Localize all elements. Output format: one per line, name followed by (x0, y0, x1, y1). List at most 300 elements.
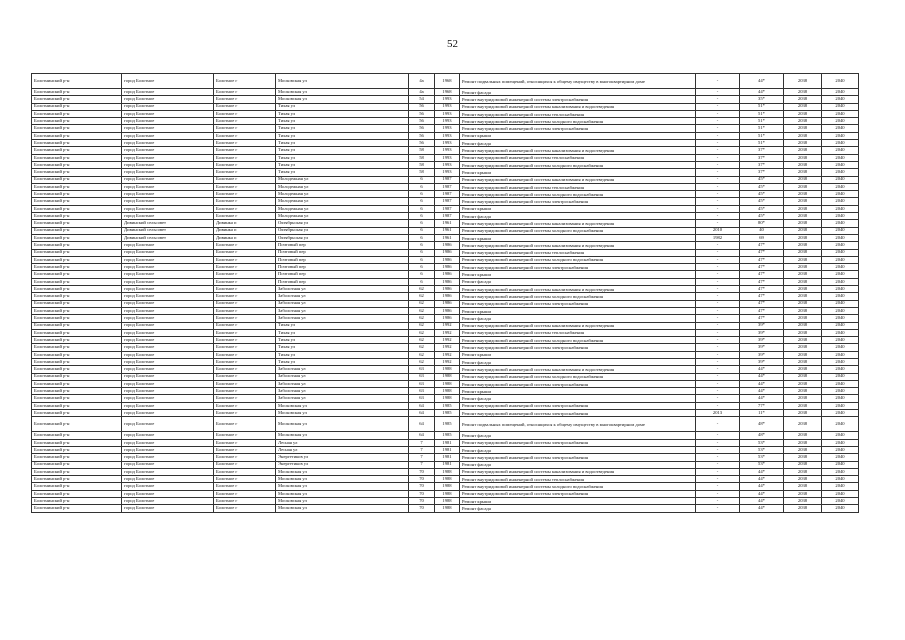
end-year-cell: 2040 (822, 410, 859, 417)
settlement-cell: Дивинский сельсовет (122, 220, 214, 227)
build-year-cell: 1993 (435, 125, 460, 132)
house-number-cell: 70 (409, 490, 435, 497)
house-number-cell: 63 (409, 380, 435, 387)
district-cell: Болотнинский р-н (32, 329, 122, 336)
work-type-cell: Ремонт внутридомовой инженерной системы холодного водоснабжения (460, 161, 696, 168)
house-number-cell: 62 (409, 286, 435, 293)
start-year-cell: 2038 (784, 402, 822, 409)
work-type-cell: Ремонт внутридомовой инженерной системы холодного водоснабжения (460, 483, 696, 490)
start-year-cell: 2038 (784, 454, 822, 461)
district-cell: Болотнинский р-н (32, 256, 122, 263)
district-cell: Болотнинский р-н (32, 358, 122, 365)
start-year-cell: 2038 (784, 476, 822, 483)
table-row (32, 322, 859, 329)
settlement-cell: город Болотное (122, 351, 214, 358)
house-number-cell: 4а (409, 89, 435, 96)
settlement-cell: город Болотное (122, 278, 214, 285)
table-row (32, 205, 859, 212)
end-year-cell: 2040 (822, 278, 859, 285)
street-cell: Московская ул (276, 74, 409, 89)
table-row (32, 103, 859, 110)
table-row (32, 96, 859, 103)
locality-cell: Болотное г (214, 118, 276, 125)
end-year-cell: 2040 (822, 344, 859, 351)
locality-cell: Болотное г (214, 286, 276, 293)
build-year-cell: 1992 (435, 329, 460, 336)
work-type-cell: Ремонт внутридомовой инженерной системы холодного водоснабжения (460, 256, 696, 263)
wear-cell: 37* (740, 169, 784, 176)
last-repair-cell: - (696, 388, 740, 395)
work-type-cell: Ремонт внутридомовой инженерной системы электроснабжения (460, 96, 696, 103)
street-cell: Молодежная ул (276, 198, 409, 205)
settlement-cell: город Болотное (122, 498, 214, 505)
work-type-cell: Ремонт внутридомовой инженерной системы электроснабжения (460, 344, 696, 351)
work-type-cell: Ремонт внутридомовой инженерной системы электроснабжения (460, 264, 696, 271)
street-cell: Московская ул (276, 417, 409, 432)
street-cell: Московская ул (276, 96, 409, 103)
start-year-cell: 2038 (784, 227, 822, 234)
table-row (32, 358, 859, 365)
wear-cell: 47* (740, 242, 784, 249)
wear-cell: 45* (740, 176, 784, 183)
end-year-cell: 2040 (822, 183, 859, 190)
settlement-cell: город Болотное (122, 96, 214, 103)
locality-cell: Болотное г (214, 417, 276, 432)
last-repair-cell: - (696, 300, 740, 307)
build-year-cell: 1987 (435, 183, 460, 190)
start-year-cell: 2038 (784, 446, 822, 453)
work-type-cell: Ремонт внутридомовой инженерной системы электроснабжения (460, 490, 696, 497)
last-repair-cell: - (696, 505, 740, 512)
settlement-cell: город Болотное (122, 432, 214, 439)
settlement-cell: город Болотное (122, 344, 214, 351)
last-repair-cell: 1982 (696, 234, 740, 241)
build-year-cell: 1961 (435, 220, 460, 227)
settlement-cell: город Болотное (122, 89, 214, 96)
work-type-cell: Ремонт внутридомовой инженерной системы холодного водоснабжения (460, 227, 696, 234)
start-year-cell: 2038 (784, 220, 822, 227)
table-row (32, 454, 859, 461)
house-number-cell: 56 (409, 110, 435, 117)
settlement-cell: город Болотное (122, 271, 214, 278)
district-cell: Болотнинский р-н (32, 176, 122, 183)
house-number-cell: 56 (409, 125, 435, 132)
wear-cell: 45* (740, 191, 784, 198)
work-type-cell: Ремонт внутридомовой инженерной системы канализования и водоотведения (460, 147, 696, 154)
street-cell: Тихая ул (276, 358, 409, 365)
locality-cell: Болотное г (214, 278, 276, 285)
table-row (32, 490, 859, 497)
locality-cell: Болотное г (214, 490, 276, 497)
build-year-cell: 1987 (435, 198, 460, 205)
end-year-cell: 2040 (822, 234, 859, 241)
locality-cell: Болотное г (214, 329, 276, 336)
work-type-cell: Ремонт фасада (460, 395, 696, 402)
district-cell: Болотнинский р-н (32, 103, 122, 110)
district-cell: Болотнинский р-н (32, 74, 122, 89)
locality-cell: Болотное г (214, 132, 276, 139)
start-year-cell: 2038 (784, 307, 822, 314)
last-repair-cell: - (696, 249, 740, 256)
street-cell: Октябрьская ул (276, 220, 409, 227)
end-year-cell: 2040 (822, 89, 859, 96)
house-number-cell: 63 (409, 395, 435, 402)
last-repair-cell: - (696, 337, 740, 344)
capital-repair-table (31, 73, 859, 513)
end-year-cell: 2040 (822, 140, 859, 147)
wear-cell: 51* (740, 132, 784, 139)
end-year-cell: 2040 (822, 402, 859, 409)
last-repair-cell: - (696, 395, 740, 402)
locality-cell: Болотное г (214, 402, 276, 409)
settlement-cell: город Болотное (122, 476, 214, 483)
start-year-cell: 2038 (784, 198, 822, 205)
house-number-cell: 70 (409, 476, 435, 483)
work-type-cell: Ремонт фасада (460, 461, 696, 468)
district-cell: Болотнинский р-н (32, 147, 122, 154)
build-year-cell: 1993 (435, 147, 460, 154)
wear-cell: 11* (740, 410, 784, 417)
settlement-cell: город Болотное (122, 461, 214, 468)
wear-cell: 47* (740, 286, 784, 293)
settlement-cell: город Болотное (122, 454, 214, 461)
end-year-cell: 2040 (822, 358, 859, 365)
wear-cell: 47* (740, 256, 784, 263)
last-repair-cell: 2013 (696, 410, 740, 417)
work-type-cell: Ремонт внутридомовой инженерной системы электроснабжения (460, 125, 696, 132)
build-year-cell: 1961 (435, 234, 460, 241)
last-repair-cell: - (696, 454, 740, 461)
house-number-cell: 6 (409, 256, 435, 263)
end-year-cell: 2040 (822, 176, 859, 183)
work-type-cell: Ремонт крыши (460, 351, 696, 358)
street-cell: Лесная ул (276, 439, 409, 446)
work-type-cell: Ремонт внутридомовой инженерной системы холодного водоснабжения (460, 373, 696, 380)
house-number-cell: 64 (409, 417, 435, 432)
street-cell: Тихая ул (276, 161, 409, 168)
settlement-cell: город Болотное (122, 307, 214, 314)
start-year-cell: 2038 (784, 505, 822, 512)
end-year-cell: 2040 (822, 103, 859, 110)
district-cell: Болотнинский р-н (32, 476, 122, 483)
district-cell: Болотнинский р-н (32, 249, 122, 256)
start-year-cell: 2038 (784, 118, 822, 125)
last-repair-cell: - (696, 432, 740, 439)
locality-cell: Дивинка п (214, 234, 276, 241)
district-cell: Болотнинский р-н (32, 432, 122, 439)
build-year-cell: 1987 (435, 191, 460, 198)
district-cell: Болотнинский р-н (32, 307, 122, 314)
house-number-cell: 6 (409, 191, 435, 198)
district-cell: Болотнинский р-н (32, 483, 122, 490)
start-year-cell: 2038 (784, 490, 822, 497)
house-number-cell: 62 (409, 307, 435, 314)
work-type-cell: Ремонт фасада (460, 315, 696, 322)
wear-cell: 48* (740, 432, 784, 439)
build-year-cell: 1988 (435, 373, 460, 380)
wear-cell: 44* (740, 380, 784, 387)
settlement-cell: город Болотное (122, 110, 214, 117)
locality-cell: Болотное г (214, 256, 276, 263)
wear-cell: 47* (740, 271, 784, 278)
work-type-cell: Ремонт внутридомовой инженерной системы электроснабжения (460, 300, 696, 307)
house-number-cell: 62 (409, 358, 435, 365)
end-year-cell: 2040 (822, 432, 859, 439)
start-year-cell: 2038 (784, 103, 822, 110)
house-number-cell: 7 (409, 439, 435, 446)
end-year-cell: 2040 (822, 454, 859, 461)
house-number-cell: 70 (409, 468, 435, 475)
table-row (32, 329, 859, 336)
last-repair-cell: - (696, 89, 740, 96)
wear-cell: 44* (740, 483, 784, 490)
last-repair-cell: - (696, 140, 740, 147)
street-cell: Энергетиков ул (276, 454, 409, 461)
start-year-cell: 2038 (784, 242, 822, 249)
table-row (32, 132, 859, 139)
build-year-cell: 1985 (435, 417, 460, 432)
house-number-cell: 64 (409, 402, 435, 409)
end-year-cell: 2040 (822, 132, 859, 139)
house-number-cell: 54 (409, 96, 435, 103)
house-number-cell: 56 (409, 103, 435, 110)
table-row (32, 395, 859, 402)
district-cell: Болотнинский р-н (32, 388, 122, 395)
last-repair-cell: - (696, 286, 740, 293)
settlement-cell: Дивинский сельсовет (122, 234, 214, 241)
settlement-cell: город Болотное (122, 213, 214, 220)
house-number-cell: 62 (409, 293, 435, 300)
settlement-cell: город Болотное (122, 366, 214, 373)
start-year-cell: 2038 (784, 176, 822, 183)
build-year-cell: 1986 (435, 286, 460, 293)
last-repair-cell: - (696, 96, 740, 103)
house-number-cell: 62 (409, 322, 435, 329)
build-year-cell: 1993 (435, 140, 460, 147)
locality-cell: Болотное г (214, 439, 276, 446)
last-repair-cell: - (696, 118, 740, 125)
start-year-cell: 2038 (784, 89, 822, 96)
work-type-cell: Ремонт крыши (460, 271, 696, 278)
wear-cell: 44* (740, 395, 784, 402)
district-cell: Болотнинский р-н (32, 410, 122, 417)
house-number-cell: 56 (409, 118, 435, 125)
work-type-cell: Ремонт крыши (460, 234, 696, 241)
table-row (32, 169, 859, 176)
work-type-cell: Ремонт внутридомовой инженерной системы холодного водоснабжения (460, 191, 696, 198)
last-repair-cell: - (696, 322, 740, 329)
wear-cell: 39* (740, 358, 784, 365)
locality-cell: Дивинка п (214, 227, 276, 234)
table-row (32, 439, 859, 446)
page-number: 52 (447, 38, 458, 50)
house-number-cell: 6 (409, 242, 435, 249)
build-year-cell: 1993 (435, 96, 460, 103)
build-year-cell: 1993 (435, 110, 460, 117)
district-cell: Болотнинский р-н (32, 278, 122, 285)
work-type-cell: Ремонт внутридомовой инженерной системы канализования и водоотведения (460, 103, 696, 110)
last-repair-cell: - (696, 183, 740, 190)
locality-cell: Болотное г (214, 366, 276, 373)
table-row (32, 417, 859, 432)
street-cell: Московская ул (276, 410, 409, 417)
table-row (32, 505, 859, 512)
start-year-cell: 2038 (784, 74, 822, 89)
build-year-cell: 1988 (435, 505, 460, 512)
end-year-cell: 2040 (822, 446, 859, 453)
district-cell: Болотнинский р-н (32, 337, 122, 344)
locality-cell: Болотное г (214, 315, 276, 322)
end-year-cell: 2040 (822, 439, 859, 446)
street-cell: Почтовый пер (276, 242, 409, 249)
last-repair-cell: - (696, 351, 740, 358)
district-cell: Болотнинский р-н (32, 315, 122, 322)
build-year-cell: 1988 (435, 490, 460, 497)
house-number-cell: 70 (409, 483, 435, 490)
settlement-cell: город Болотное (122, 300, 214, 307)
locality-cell: Болотное г (214, 388, 276, 395)
build-year-cell: 1981 (435, 439, 460, 446)
end-year-cell: 2040 (822, 249, 859, 256)
end-year-cell: 2040 (822, 286, 859, 293)
last-repair-cell: - (696, 278, 740, 285)
district-cell: Болотнинский р-н (32, 490, 122, 497)
locality-cell: Болотное г (214, 110, 276, 117)
table-row (32, 410, 859, 417)
work-type-cell: Ремонт внутридомовой инженерной системы канализования и водоотведения (460, 286, 696, 293)
table-row (32, 183, 859, 190)
end-year-cell: 2040 (822, 264, 859, 271)
end-year-cell: 2040 (822, 161, 859, 168)
wear-cell: 47* (740, 264, 784, 271)
street-cell: Заболотная ул (276, 395, 409, 402)
locality-cell: Болотное г (214, 198, 276, 205)
last-repair-cell: - (696, 461, 740, 468)
wear-cell: 48* (740, 417, 784, 432)
last-repair-cell: - (696, 103, 740, 110)
locality-cell: Болотное г (214, 183, 276, 190)
locality-cell: Болотное г (214, 380, 276, 387)
house-number-cell: 58 (409, 147, 435, 154)
district-cell: Болотнинский р-н (32, 468, 122, 475)
street-cell: Заболотная ул (276, 380, 409, 387)
table-row (32, 476, 859, 483)
street-cell: Почтовый пер (276, 264, 409, 271)
work-type-cell: Ремонт крыши (460, 205, 696, 212)
work-type-cell: Ремонт крыши (460, 132, 696, 139)
table-row (32, 89, 859, 96)
district-cell: Болотнинский р-н (32, 322, 122, 329)
street-cell: Московская ул (276, 402, 409, 409)
locality-cell: Болотное г (214, 505, 276, 512)
work-type-cell: Ремонт внутридомовой инженерной системы теплоснабжения (460, 476, 696, 483)
build-year-cell: 1985 (435, 432, 460, 439)
table-row (32, 380, 859, 387)
street-cell: Заболотная ул (276, 388, 409, 395)
locality-cell: Болотное г (214, 125, 276, 132)
last-repair-cell: - (696, 256, 740, 263)
settlement-cell: город Болотное (122, 169, 214, 176)
work-type-cell: Ремонт внутридомовой инженерной системы холодного водоснабжения (460, 293, 696, 300)
wear-cell: 45* (740, 205, 784, 212)
wear-cell: 44* (740, 498, 784, 505)
start-year-cell: 2038 (784, 147, 822, 154)
street-cell: Московская ул (276, 505, 409, 512)
locality-cell: Болотное г (214, 140, 276, 147)
district-cell: Болотнинский р-н (32, 402, 122, 409)
last-repair-cell: - (696, 476, 740, 483)
last-repair-cell: - (696, 498, 740, 505)
wear-cell: 53* (740, 439, 784, 446)
end-year-cell: 2040 (822, 505, 859, 512)
settlement-cell: город Болотное (122, 191, 214, 198)
street-cell: Тихая ул (276, 103, 409, 110)
work-type-cell: Ремонт внутридомовой инженерной системы электроснабжения (460, 402, 696, 409)
street-cell: Московская ул (276, 498, 409, 505)
end-year-cell: 2040 (822, 110, 859, 117)
wear-cell: 51* (740, 110, 784, 117)
wear-cell: 44* (740, 89, 784, 96)
start-year-cell: 2038 (784, 410, 822, 417)
wear-cell: 44* (740, 505, 784, 512)
last-repair-cell: - (696, 358, 740, 365)
end-year-cell: 2040 (822, 147, 859, 154)
build-year-cell: 1992 (435, 337, 460, 344)
locality-cell: Болотное г (214, 213, 276, 220)
table-row (32, 249, 859, 256)
last-repair-cell: - (696, 380, 740, 387)
wear-cell: 44* (740, 468, 784, 475)
settlement-cell: город Болотное (122, 490, 214, 497)
locality-cell: Болотное г (214, 483, 276, 490)
locality-cell: Болотное г (214, 454, 276, 461)
end-year-cell: 2040 (822, 125, 859, 132)
start-year-cell: 2038 (784, 271, 822, 278)
last-repair-cell: - (696, 176, 740, 183)
work-type-cell: Ремонт внутридомовой инженерной системы канализования и водоотведения (460, 366, 696, 373)
locality-cell: Болотное г (214, 307, 276, 314)
district-cell: Болотнинский р-н (32, 344, 122, 351)
build-year-cell: 1988 (435, 366, 460, 373)
table-row (32, 220, 859, 227)
district-cell: Болотнинский р-н (32, 498, 122, 505)
table-row (32, 498, 859, 505)
last-repair-cell: - (696, 315, 740, 322)
work-type-cell: Ремонт фасада (460, 446, 696, 453)
work-type-cell: Ремонт внутридомовой инженерной системы электроснабжения (460, 439, 696, 446)
build-year-cell: 1981 (435, 446, 460, 453)
house-number-cell: 58 (409, 161, 435, 168)
district-cell: Болотнинский р-н (32, 264, 122, 271)
end-year-cell: 2040 (822, 96, 859, 103)
end-year-cell: 2040 (822, 490, 859, 497)
work-type-cell: Ремонт крыши (460, 169, 696, 176)
build-year-cell: 1981 (435, 454, 460, 461)
wear-cell: 44* (740, 74, 784, 89)
settlement-cell: город Болотное (122, 293, 214, 300)
settlement-cell: город Болотное (122, 337, 214, 344)
street-cell: Московская ул (276, 468, 409, 475)
start-year-cell: 2038 (784, 432, 822, 439)
locality-cell: Болотное г (214, 271, 276, 278)
work-type-cell: Ремонт внутридомовой инженерной системы теплоснабжения (460, 249, 696, 256)
wear-cell: 51* (740, 118, 784, 125)
locality-cell: Болотное г (214, 373, 276, 380)
house-number-cell: 62 (409, 300, 435, 307)
settlement-cell: город Болотное (122, 505, 214, 512)
table-row (32, 118, 859, 125)
district-cell: Болотнинский р-н (32, 439, 122, 446)
